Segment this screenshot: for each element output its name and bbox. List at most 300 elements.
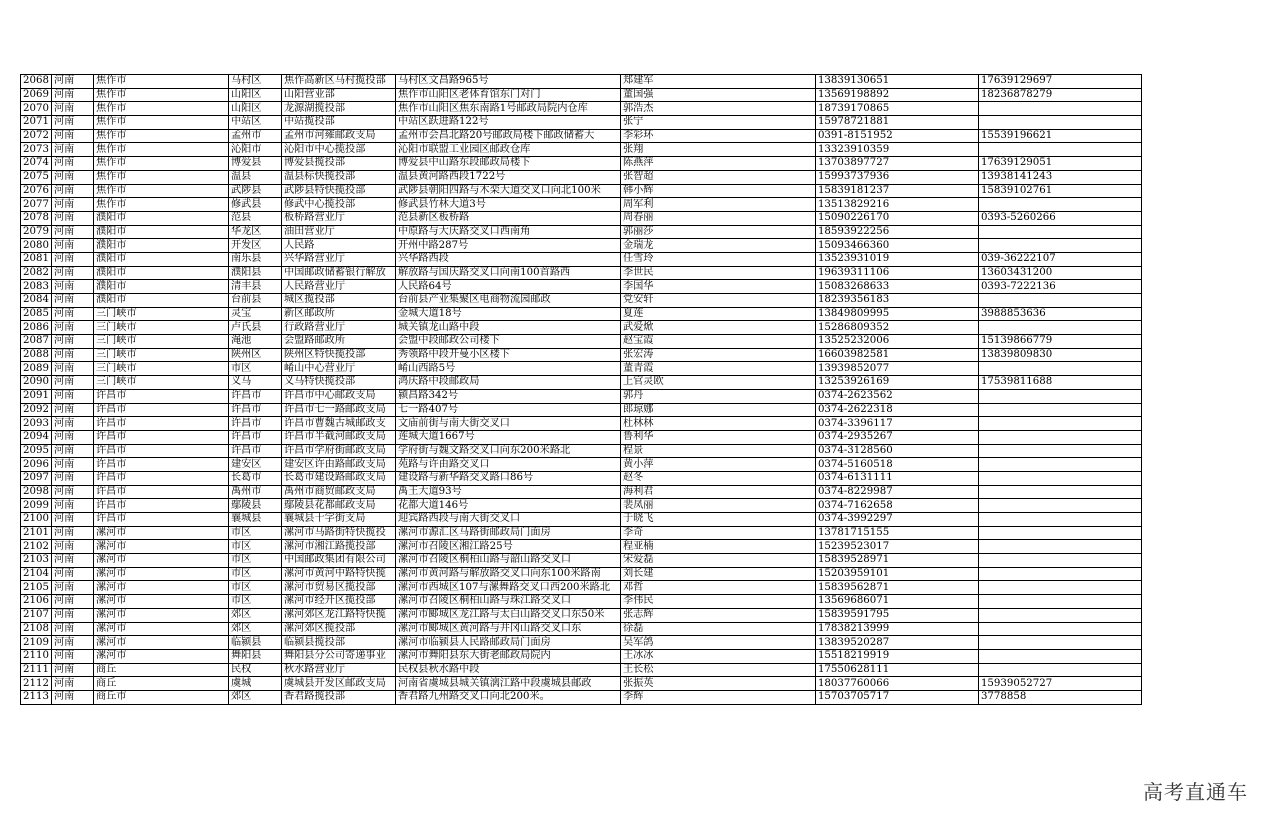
- address-cell: 金城大道18号: [395, 307, 620, 321]
- alt-phone-cell: [978, 471, 1141, 485]
- outlet-name-cell: 许昌市曹魏古城邮政支: [281, 417, 395, 431]
- row-number-cell: 2073: [21, 143, 52, 157]
- city-cell: 焦作市: [93, 75, 228, 89]
- alt-phone-cell: [978, 102, 1141, 116]
- table-row: [21, 143, 1142, 157]
- table-row: [21, 444, 1142, 458]
- district-cell: 市区: [228, 581, 281, 595]
- outlet-name-cell: 漯河郊区龙江路特快揽: [281, 608, 395, 622]
- alt-phone-cell: [978, 636, 1141, 650]
- row-number-cell: 2092: [21, 403, 52, 417]
- contact-name-cell: 海利君: [620, 485, 815, 499]
- contact-name-cell: 赵冬: [620, 471, 815, 485]
- contact-name-cell: 徐磊: [620, 622, 815, 636]
- contact-name-cell: 党安轩: [620, 294, 815, 308]
- outlet-name-cell: 漯河郊区揽投部: [281, 622, 395, 636]
- district-cell: 华龙区: [228, 225, 281, 239]
- table-row: [21, 595, 1142, 609]
- city-cell: 焦作市: [93, 170, 228, 184]
- province-cell: 河南: [51, 307, 93, 321]
- province-cell: 河南: [51, 102, 93, 116]
- alt-phone-cell: 13603431200: [978, 266, 1141, 280]
- alt-phone-cell: [978, 417, 1141, 431]
- phone-cell: 15839591795: [815, 608, 978, 622]
- city-cell: 许昌市: [93, 513, 228, 527]
- phone-cell: 0374-5160518: [815, 458, 978, 472]
- province-cell: 河南: [51, 335, 93, 349]
- row-number-cell: 2110: [21, 649, 52, 663]
- outlet-name-cell: 新区邮政所: [281, 307, 395, 321]
- address-cell: 河南省虞城县城关镇漓江路中段虞城县邮政: [395, 677, 620, 691]
- address-cell: 漯河市召陵区湘江路25号: [395, 540, 620, 554]
- contact-name-cell: 上官灵欧: [620, 376, 815, 390]
- contact-name-cell: 董国强: [620, 88, 815, 102]
- outlet-name-cell: 陕州区特快揽投部: [281, 348, 395, 362]
- province-cell: 河南: [51, 129, 93, 143]
- contact-name-cell: 赵宝霞: [620, 335, 815, 349]
- outlet-name-cell: 建安区许由路邮政支局: [281, 458, 395, 472]
- address-cell: 修武县竹林大道3号: [395, 198, 620, 212]
- city-cell: 漯河市: [93, 636, 228, 650]
- outlet-name-cell: 博爱县揽投部: [281, 157, 395, 171]
- phone-cell: 15839562871: [815, 581, 978, 595]
- address-cell: 开州中路287号: [395, 239, 620, 253]
- district-cell: 山阳区: [228, 88, 281, 102]
- address-cell: 城关镇龙山路中段: [395, 321, 620, 335]
- phone-cell: 18593922256: [815, 225, 978, 239]
- phone-cell: 13839130651: [815, 75, 978, 89]
- row-number-cell: 2076: [21, 184, 52, 198]
- province-cell: 河南: [51, 499, 93, 513]
- address-cell: 中站区跃进路122号: [395, 116, 620, 130]
- phone-cell: 15239523017: [815, 540, 978, 554]
- phone-cell: 15993737936: [815, 170, 978, 184]
- table-row: [21, 485, 1142, 499]
- city-cell: 濮阳市: [93, 239, 228, 253]
- row-number-cell: 2071: [21, 116, 52, 130]
- row-number-cell: 2070: [21, 102, 52, 116]
- row-number-cell: 2109: [21, 636, 52, 650]
- phone-cell: 15978721881: [815, 116, 978, 130]
- outlet-name-cell: 义马特快揽投部: [281, 376, 395, 390]
- outlet-name-cell: 沁阳市中心揽投部: [281, 143, 395, 157]
- phone-cell: 15839181237: [815, 184, 978, 198]
- alt-phone-cell: [978, 444, 1141, 458]
- row-number-cell: 2093: [21, 417, 52, 431]
- table-row: [21, 102, 1142, 116]
- district-cell: 温县: [228, 170, 281, 184]
- province-cell: 河南: [51, 211, 93, 225]
- alt-phone-cell: [978, 540, 1141, 554]
- province-cell: 河南: [51, 75, 93, 89]
- outlet-name-cell: 临颍县揽投部: [281, 636, 395, 650]
- row-number-cell: 2088: [21, 348, 52, 362]
- city-cell: 濮阳市: [93, 252, 228, 266]
- alt-phone-cell: [978, 239, 1141, 253]
- city-cell: 濮阳市: [93, 266, 228, 280]
- province-cell: 河南: [51, 252, 93, 266]
- table-row: [21, 513, 1142, 527]
- table-row: [21, 129, 1142, 143]
- outlet-name-cell: 中站揽投部: [281, 116, 395, 130]
- district-cell: 陕州区: [228, 348, 281, 362]
- phone-cell: 13523931019: [815, 252, 978, 266]
- table-row: [21, 389, 1142, 403]
- phone-cell: 13939852077: [815, 362, 978, 376]
- district-cell: 沁阳市: [228, 143, 281, 157]
- outlet-name-cell: 板桥路营业厅: [281, 211, 395, 225]
- alt-phone-cell: 17539811688: [978, 376, 1141, 390]
- contact-name-cell: 张振英: [620, 677, 815, 691]
- district-cell: 许昌市: [228, 389, 281, 403]
- contact-name-cell: 张志辉: [620, 608, 815, 622]
- address-cell: 莲城大道1667号: [395, 430, 620, 444]
- outlet-name-cell: 会盟路邮政所: [281, 335, 395, 349]
- province-cell: 河南: [51, 362, 93, 376]
- province-cell: 河南: [51, 88, 93, 102]
- province-cell: 河南: [51, 444, 93, 458]
- address-cell: 孟州市会昌北路20号邮政局楼下邮政储蓄大: [395, 129, 620, 143]
- address-cell: 迎宾路西段与南大街交叉口: [395, 513, 620, 527]
- contact-name-cell: 李世民: [620, 266, 815, 280]
- outlet-name-cell: 温县标快揽投部: [281, 170, 395, 184]
- contact-name-cell: 郭浩杰: [620, 102, 815, 116]
- district-cell: 马村区: [228, 75, 281, 89]
- contact-name-cell: 杜林林: [620, 417, 815, 431]
- district-cell: 义马: [228, 376, 281, 390]
- address-cell: 漯河市召陵区桐柏山路与珠江路交叉口: [395, 595, 620, 609]
- contact-name-cell: 李辉: [620, 690, 815, 704]
- city-cell: 濮阳市: [93, 225, 228, 239]
- outlet-name-cell: 秋水路营业厅: [281, 663, 395, 677]
- alt-phone-cell: 15539196621: [978, 129, 1141, 143]
- address-cell: 范县新区板桥路: [395, 211, 620, 225]
- row-number-cell: 2095: [21, 444, 52, 458]
- contact-name-cell: 夏莲: [620, 307, 815, 321]
- city-cell: 焦作市: [93, 102, 228, 116]
- alt-phone-cell: 13839809830: [978, 348, 1141, 362]
- district-cell: 许昌市: [228, 444, 281, 458]
- phone-cell: 13781715155: [815, 526, 978, 540]
- city-cell: 漯河市: [93, 526, 228, 540]
- district-cell: 临颍县: [228, 636, 281, 650]
- alt-phone-cell: [978, 458, 1141, 472]
- phone-cell: 17838213999: [815, 622, 978, 636]
- alt-phone-cell: 0393-5260266: [978, 211, 1141, 225]
- address-cell: 兴华路西段: [395, 252, 620, 266]
- alt-phone-cell: 039-36222107: [978, 252, 1141, 266]
- row-number-cell: 2084: [21, 294, 52, 308]
- district-cell: 民权: [228, 663, 281, 677]
- contact-name-cell: 周军利: [620, 198, 815, 212]
- table-row: [21, 499, 1142, 513]
- outlet-name-cell: 漯河市马路街特快揽投: [281, 526, 395, 540]
- outlet-name-cell: 漯河市经开区揽投部: [281, 595, 395, 609]
- row-number-cell: 2068: [21, 75, 52, 89]
- city-cell: 焦作市: [93, 88, 228, 102]
- row-number-cell: 2083: [21, 280, 52, 294]
- district-cell: 禹州市: [228, 485, 281, 499]
- table-row: [21, 116, 1142, 130]
- province-cell: 河南: [51, 458, 93, 472]
- contact-name-cell: 郭丽莎: [620, 225, 815, 239]
- province-cell: 河南: [51, 321, 93, 335]
- row-number-cell: 2094: [21, 430, 52, 444]
- alt-phone-cell: [978, 595, 1141, 609]
- phone-cell: 13849809995: [815, 307, 978, 321]
- province-cell: 河南: [51, 677, 93, 691]
- province-cell: 河南: [51, 649, 93, 663]
- province-cell: 河南: [51, 225, 93, 239]
- watermark-text: 高考直通车: [1143, 780, 1248, 804]
- city-cell: 三门峡市: [93, 348, 228, 362]
- phone-cell: 13703897727: [815, 157, 978, 171]
- district-cell: 市区: [228, 526, 281, 540]
- district-cell: 襄城县: [228, 513, 281, 527]
- contact-name-cell: 张宏涛: [620, 348, 815, 362]
- province-cell: 河南: [51, 608, 93, 622]
- row-number-cell: 2078: [21, 211, 52, 225]
- table-row: [21, 471, 1142, 485]
- city-cell: 许昌市: [93, 389, 228, 403]
- contact-name-cell: 张宁: [620, 116, 815, 130]
- table-row: [21, 157, 1142, 171]
- district-cell: 山阳区: [228, 102, 281, 116]
- alt-phone-cell: [978, 389, 1141, 403]
- province-cell: 河南: [51, 198, 93, 212]
- phone-cell: 0374-6131111: [815, 471, 978, 485]
- city-cell: 漯河市: [93, 581, 228, 595]
- phone-cell: 13569686071: [815, 595, 978, 609]
- table-row: [21, 540, 1142, 554]
- row-number-cell: 2104: [21, 567, 52, 581]
- province-cell: 河南: [51, 184, 93, 198]
- outlet-name-cell: 虞城县开发区邮政支局: [281, 677, 395, 691]
- district-cell: 许昌市: [228, 417, 281, 431]
- address-cell: 崤山西路5号: [395, 362, 620, 376]
- address-cell: 学府街与魏文路交叉口向东200米路北: [395, 444, 620, 458]
- province-cell: 河南: [51, 143, 93, 157]
- alt-phone-cell: [978, 649, 1141, 663]
- address-cell: 漯河市郾城区黄河路与井冈山路交叉口东: [395, 622, 620, 636]
- phone-cell: 15286809352: [815, 321, 978, 335]
- city-cell: 许昌市: [93, 444, 228, 458]
- city-cell: 商丘: [93, 663, 228, 677]
- district-cell: 南乐县: [228, 252, 281, 266]
- phone-cell: 18037760066: [815, 677, 978, 691]
- address-cell: 颍昌路342号: [395, 389, 620, 403]
- row-number-cell: 2085: [21, 307, 52, 321]
- city-cell: 焦作市: [93, 184, 228, 198]
- table-row: [21, 321, 1142, 335]
- row-number-cell: 2077: [21, 198, 52, 212]
- alt-phone-cell: [978, 567, 1141, 581]
- address-cell: 漯河市西城区107与漯舞路交叉口西200米路北: [395, 581, 620, 595]
- city-cell: 漯河市: [93, 567, 228, 581]
- outlet-name-cell: 武陟县特快揽投部: [281, 184, 395, 198]
- district-cell: 舞阳县: [228, 649, 281, 663]
- alt-phone-cell: [978, 622, 1141, 636]
- district-cell: 渑池: [228, 335, 281, 349]
- outlet-name-cell: 兴华路营业厅: [281, 252, 395, 266]
- outlet-name-cell: 许昌市中心邮政支局: [281, 389, 395, 403]
- phone-cell: 0374-2935267: [815, 430, 978, 444]
- outlet-name-cell: 舞阳县分公司寄递事业: [281, 649, 395, 663]
- table-row: [21, 198, 1142, 212]
- district-cell: 建安区: [228, 458, 281, 472]
- city-cell: 许昌市: [93, 403, 228, 417]
- table-row: [21, 417, 1142, 431]
- district-cell: 修武县: [228, 198, 281, 212]
- table-row: [21, 690, 1142, 704]
- city-cell: 许昌市: [93, 499, 228, 513]
- address-cell: 鸿庆路中段邮政局: [395, 376, 620, 390]
- table-row: [21, 335, 1142, 349]
- city-cell: 三门峡市: [93, 376, 228, 390]
- table-row: [21, 608, 1142, 622]
- city-cell: 三门峡市: [93, 335, 228, 349]
- city-cell: 焦作市: [93, 157, 228, 171]
- province-cell: 河南: [51, 116, 93, 130]
- alt-phone-cell: 3988853636: [978, 307, 1141, 321]
- contact-name-cell: 郑建军: [620, 75, 815, 89]
- outlet-name-cell: 城区揽投部: [281, 294, 395, 308]
- province-cell: 河南: [51, 170, 93, 184]
- row-number-cell: 2098: [21, 485, 52, 499]
- district-cell: 范县: [228, 211, 281, 225]
- address-cell: 漯河市召陵区桐柏山路与韶山路交叉口: [395, 554, 620, 568]
- district-cell: 郊区: [228, 608, 281, 622]
- contact-name-cell: 李彩环: [620, 129, 815, 143]
- table-row: [21, 75, 1142, 89]
- row-number-cell: 2113: [21, 690, 52, 704]
- table-row: [21, 649, 1142, 663]
- address-cell: 七一路407号: [395, 403, 620, 417]
- contact-name-cell: 董青霞: [620, 362, 815, 376]
- contact-name-cell: 程亚楠: [620, 540, 815, 554]
- phone-cell: 0374-2622318: [815, 403, 978, 417]
- district-cell: 市区: [228, 362, 281, 376]
- row-number-cell: 2111: [21, 663, 52, 677]
- row-number-cell: 2107: [21, 608, 52, 622]
- phone-cell: 0374-3396117: [815, 417, 978, 431]
- address-cell: 漯河市黄河路与解放路交叉口向东100米路南: [395, 567, 620, 581]
- address-cell: 人民路64号: [395, 280, 620, 294]
- phone-cell: 13839520287: [815, 636, 978, 650]
- city-cell: 漯河市: [93, 649, 228, 663]
- phone-cell: 15703705717: [815, 690, 978, 704]
- outlet-name-cell: 山阳营业部: [281, 88, 395, 102]
- table-row: [21, 581, 1142, 595]
- contact-name-cell: 王冰冰: [620, 649, 815, 663]
- province-cell: 河南: [51, 403, 93, 417]
- outlet-name-cell: 龙源湖揽投部: [281, 102, 395, 116]
- city-cell: 濮阳市: [93, 211, 228, 225]
- alt-phone-cell: [978, 581, 1141, 595]
- address-cell: 漯河市舞阳县东大街老邮政局院内: [395, 649, 620, 663]
- outlet-name-cell: 人民路营业厅: [281, 280, 395, 294]
- phone-cell: 15839528971: [815, 554, 978, 568]
- table-row: [21, 376, 1142, 390]
- table-row: [21, 636, 1142, 650]
- outlet-name-cell: 中国邮政储蓄银行解放: [281, 266, 395, 280]
- table-row: [21, 184, 1142, 198]
- address-cell: 武陟县朝阳四路与木栾大道交叉口向北100米: [395, 184, 620, 198]
- row-number-cell: 2075: [21, 170, 52, 184]
- contact-name-cell: 于晓飞: [620, 513, 815, 527]
- address-cell: 沁阳市联盟工业园区邮政仓库: [395, 143, 620, 157]
- alt-phone-cell: 17639129697: [978, 75, 1141, 89]
- contact-name-cell: 宋爱磊: [620, 554, 815, 568]
- district-cell: 中站区: [228, 116, 281, 130]
- province-cell: 河南: [51, 581, 93, 595]
- row-number-cell: 2074: [21, 157, 52, 171]
- outlet-name-cell: 漯河市湘江路揽投部: [281, 540, 395, 554]
- province-cell: 河南: [51, 540, 93, 554]
- table-row: [21, 266, 1142, 280]
- table-row: [21, 170, 1142, 184]
- phone-cell: 13569198892: [815, 88, 978, 102]
- alt-phone-cell: [978, 116, 1141, 130]
- contact-name-cell: 裴凤丽: [620, 499, 815, 513]
- address-table: [20, 74, 1142, 705]
- city-cell: 焦作市: [93, 143, 228, 157]
- row-number-cell: 2105: [21, 581, 52, 595]
- district-cell: 开发区: [228, 239, 281, 253]
- table-row: [21, 294, 1142, 308]
- province-cell: 河南: [51, 567, 93, 581]
- outlet-name-cell: 油田营业厅: [281, 225, 395, 239]
- phone-cell: 19639311106: [815, 266, 978, 280]
- address-cell: 台前县产业集聚区电商物流园邮政: [395, 294, 620, 308]
- contact-name-cell: 武爱焮: [620, 321, 815, 335]
- contact-name-cell: 张翔: [620, 143, 815, 157]
- address-cell: 焦作市山阳区焦东南路1号邮政局院内仓库: [395, 102, 620, 116]
- row-number-cell: 2089: [21, 362, 52, 376]
- contact-name-cell: 陈燕萍: [620, 157, 815, 171]
- district-cell: 虞城: [228, 677, 281, 691]
- city-cell: 濮阳市: [93, 294, 228, 308]
- outlet-name-cell: 鄢陵县花都邮政支局: [281, 499, 395, 513]
- table-row: [21, 280, 1142, 294]
- contact-name-cell: 金瑞龙: [620, 239, 815, 253]
- city-cell: 焦作市: [93, 198, 228, 212]
- address-cell: 建设路与新华路交叉路口86号: [395, 471, 620, 485]
- district-cell: 鄢陵县: [228, 499, 281, 513]
- alt-phone-cell: [978, 485, 1141, 499]
- province-cell: 河南: [51, 485, 93, 499]
- phone-cell: 13253926169: [815, 376, 978, 390]
- district-cell: 博爱县: [228, 157, 281, 171]
- phone-cell: 0374-3128560: [815, 444, 978, 458]
- contact-name-cell: 黄小萍: [620, 458, 815, 472]
- phone-cell: 18239356183: [815, 294, 978, 308]
- address-cell: 解放路与国庆路交叉口向南100首路西: [395, 266, 620, 280]
- alt-phone-cell: [978, 198, 1141, 212]
- alt-phone-cell: [978, 430, 1141, 444]
- row-number-cell: 2103: [21, 554, 52, 568]
- contact-name-cell: 刘长建: [620, 567, 815, 581]
- alt-phone-cell: [978, 362, 1141, 376]
- city-cell: 许昌市: [93, 417, 228, 431]
- city-cell: 三门峡市: [93, 362, 228, 376]
- city-cell: 三门峡市: [93, 307, 228, 321]
- city-cell: 漯河市: [93, 622, 228, 636]
- outlet-name-cell: 漯河市黄河中路特快揽: [281, 567, 395, 581]
- outlet-name-cell: 中国邮政集团有限公司: [281, 554, 395, 568]
- table-row: [21, 677, 1142, 691]
- row-number-cell: 2106: [21, 595, 52, 609]
